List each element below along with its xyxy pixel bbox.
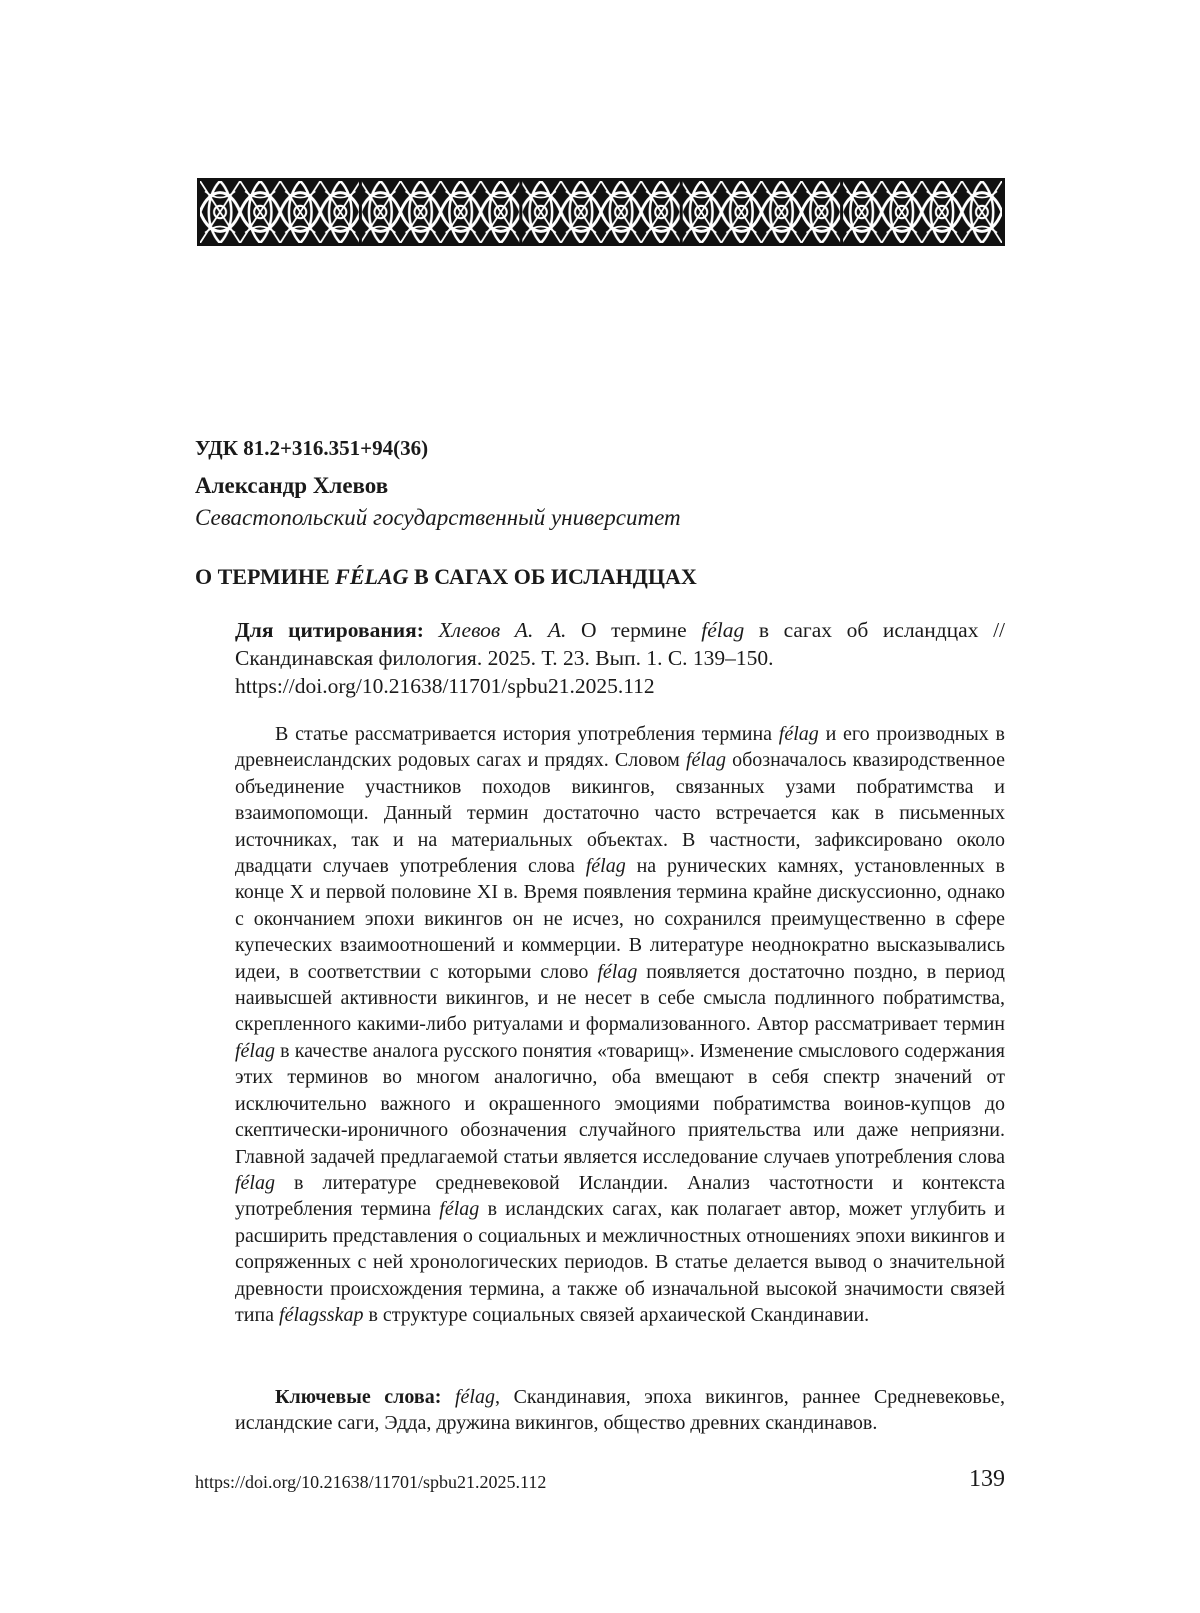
abstract-text: появляется достаточно поздно, в период наивысшей активности викингов, и не несет в себе смысла подлинного побратимства, скрепленного какими-либо ритуалами и формализованного. Автор рассматривает термин [235,960,1005,1036]
citation-text-2: в сагах об исландцах // Скандинавская филология. 2025. Т. 23. Вып. 1. С. 139–150. [235,618,1006,670]
abstract-text: в структуре социальных связей архаической Скандинавии. [363,1303,870,1326]
author-name: Александр Хлевов [195,473,389,498]
keywords-term: félag [454,1386,495,1408]
title-suffix: В САГАХ ОБ ИСЛАНДЦАХ [408,564,697,589]
citation-term: félag [701,618,745,642]
abstract-term: félag [585,855,626,878]
abstract-text: В статье рассматривается история употребления термина [275,723,779,745]
abstract-term: félag [235,1039,275,1062]
abstract-text: обозначалось квазиродственное объединение участников походов викингов, связанных узами побратимства и взаимопомощи. Данный термин достаточно часто встречается как в письменных источниках, так и на материальных объектах. В частности, зафиксировано около двадцати случаев употребления слова [235,749,1005,878]
udc-code: УДК 81.2+316.351+94(36) [195,436,429,460]
abstract-text: и его производных в древнеисландских родовых сагах и прядях. Словом [235,723,1005,772]
abstract-term: félag [685,749,726,772]
citation-label: Для цитирования: [235,618,424,642]
citation-author: Хлевов А. А. [438,618,567,642]
page-number: 139 [969,1466,1005,1492]
keywords-list: , Скандинавия, эпоха викингов, раннее Средневековье, исландские саги, Эдда, дружина викингов, общество древних скандинавов. [235,1386,1005,1435]
keywords-label: Ключевые слова: [275,1386,442,1408]
keywords [235,1384,1005,1437]
abstract-text: в исландских сагах, как полагает автор, может углубить и расширить представления о социальных и межличностных отношениях эпохи викингов и сопряженных с ней хронологических периодов. В статье делается вывод о значительной древности происхождения термина, а также об изначальной высокой значимости связей типа [235,1198,1005,1326]
citation-text-1: О термине [566,618,702,642]
abstract-text: в качестве аналога русского понятия «товарищ». Изменение смыслового содержания этих терминов во многом аналогично, оба вмещают в себя спектр значений от исключительно важного и окрашенного эмоциями побратимства воинов-купцов до скептически-ироничного обозначения случайного приятельства или даже неприязни. Главной задачей предлагаемой статьи является исследование случаев употребления слова [235,1039,1005,1168]
author-affiliation: Севастопольский государственный университет [195,505,681,530]
abstract-term: félag [778,723,819,745]
citation-doi-link[interactable]: https://doi.org/10.21638/11701/spbu21.2025.112 [235,674,655,698]
abstract-term: félag [439,1198,480,1221]
abstract-term: félagsskap [279,1303,364,1326]
abstract-text: в литературе средневековой Исландии. Анализ частотности и контекста употребления термина [235,1171,1005,1221]
title-prefix: О ТЕРМИНЕ [195,564,336,589]
footer-doi-link[interactable]: https://doi.org/10.21638/11701/spbu21.2025.112 [195,1472,547,1492]
citation-block [235,616,1005,700]
abstract [235,721,1005,1328]
abstract-term: félag [235,1171,275,1194]
celtic-knotwork-ornament-icon [197,178,1005,246]
abstract-text: на рунических камнях, установленных в конце X и первой половине XI в. Время появления термина крайне дискуссионно, однако с окончанием эпохи викингов он не исчез, но сохранился преимущественно в сфере купеческих взаимоотношений и коммерции. В литературе неоднократно высказывались идеи, в соответствии с которыми слово [235,855,1005,983]
title-term: FÉLAG [335,564,409,589]
article-title [195,564,697,590]
abstract-term: félag [597,960,638,983]
